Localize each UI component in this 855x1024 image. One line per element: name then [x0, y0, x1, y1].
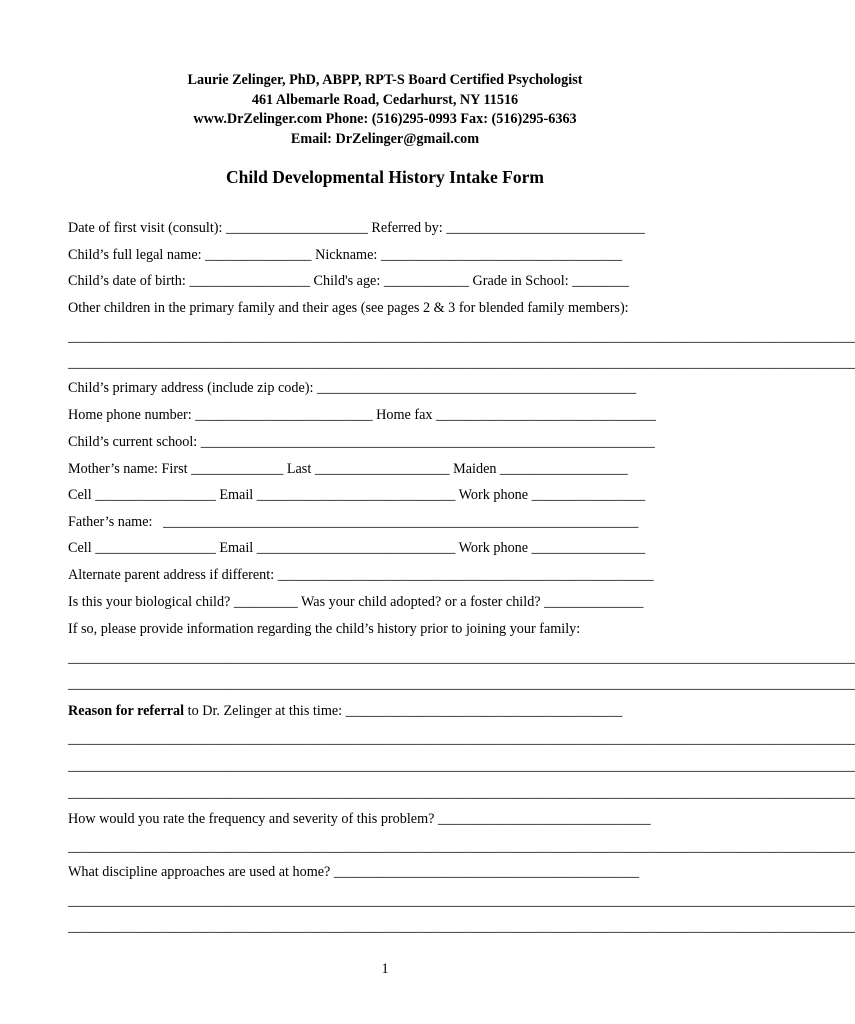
current-school-field[interactable]: Child’s current school: ________________________________________________________________ — [68, 434, 655, 450]
blank-line[interactable]: _______________________________________________________________________________________________________________ — [68, 329, 855, 345]
letterhead-email: Email: DrZelinger@gmail.com — [290, 130, 480, 147]
dob-field[interactable]: Child’s date of birth: _________________ Child's age: ____________ Grade in School: ________ — [68, 273, 629, 289]
form-title: Child Developmental History Intake Form — [226, 167, 544, 187]
biological-field[interactable]: Is this your biological child? _________ Was your child adopted? or a foster child? ______________ — [68, 594, 644, 610]
letterhead — [0, 71, 770, 149]
blank-line[interactable]: _______________________________________________________________________________________________________________ — [68, 919, 855, 935]
blank-line[interactable]: _______________________________________________________________________________________________________________ — [68, 839, 855, 855]
primary-address-field[interactable]: Child’s primary address (include zip code): _____________________________________________ — [68, 380, 637, 396]
blank-line[interactable]: _______________________________________________________________________________________________________________ — [68, 676, 855, 692]
home-phone-field[interactable]: Home phone number: _________________________ Home fax _______________________________ — [68, 407, 656, 423]
referral-rest: to Dr. Zelinger at this time: _______________________________________ — [184, 703, 623, 719]
mother-cell-field[interactable]: Cell _________________ Email ____________________________ Work phone ________________ — [68, 487, 646, 503]
father-cell-field[interactable]: Cell _________________ Email ____________________________ Work phone ________________ — [68, 540, 646, 556]
blank-line[interactable]: _______________________________________________________________________________________________________________ — [68, 650, 855, 666]
letterhead-address: 461 Albemarle Road, Cedarhurst, NY 11516 — [251, 91, 519, 108]
alt-address-field[interactable]: Alternate parent address if different: _____________________________________________________ — [68, 567, 654, 583]
legal-name-field[interactable]: Child’s full legal name: _______________ Nickname: __________________________________ — [68, 247, 623, 263]
letterhead-contact: www.DrZelinger.com Phone: (516)295-0993 Fax: (516)295-6363 — [193, 111, 577, 127]
referral-label: Reason for referral — [68, 703, 185, 719]
prior-history-label: If so, please provide information regarding the child’s history prior to joining your family: — [68, 621, 581, 637]
first-visit-field[interactable]: Date of first visit (consult): ____________________ Referred by: ____________________________ — [68, 220, 645, 236]
letterhead-name: Laurie Zelinger, PhD, ABPP, RPT-S Board Certified Psychologist — [187, 72, 583, 88]
discipline-field[interactable]: What discipline approaches are used at home? ___________________________________________ — [68, 864, 639, 880]
blank-line[interactable]: _______________________________________________________________________________________________________________ — [68, 758, 855, 774]
mother-name-field[interactable]: Mother’s name: First _____________ Last ___________________ Maiden __________________ — [68, 461, 628, 477]
blank-line[interactable]: _______________________________________________________________________________________________________________ — [68, 731, 855, 747]
page-number: 1 — [381, 961, 389, 977]
blank-line[interactable]: _______________________________________________________________________________________________________________ — [68, 893, 855, 909]
blank-line[interactable]: _______________________________________________________________________________________________________________ — [68, 785, 855, 801]
referral-field[interactable] — [68, 703, 622, 720]
father-name-field[interactable]: Father’s name: ___________________________________________________________________ — [68, 514, 639, 530]
frequency-field[interactable]: How would you rate the frequency and severity of this problem? ______________________________ — [68, 811, 651, 827]
other-children-label: Other children in the primary family and their ages (see pages 2 & 3 for blended family members): — [68, 300, 629, 316]
blank-line[interactable]: _______________________________________________________________________________________________________________ — [68, 355, 855, 371]
